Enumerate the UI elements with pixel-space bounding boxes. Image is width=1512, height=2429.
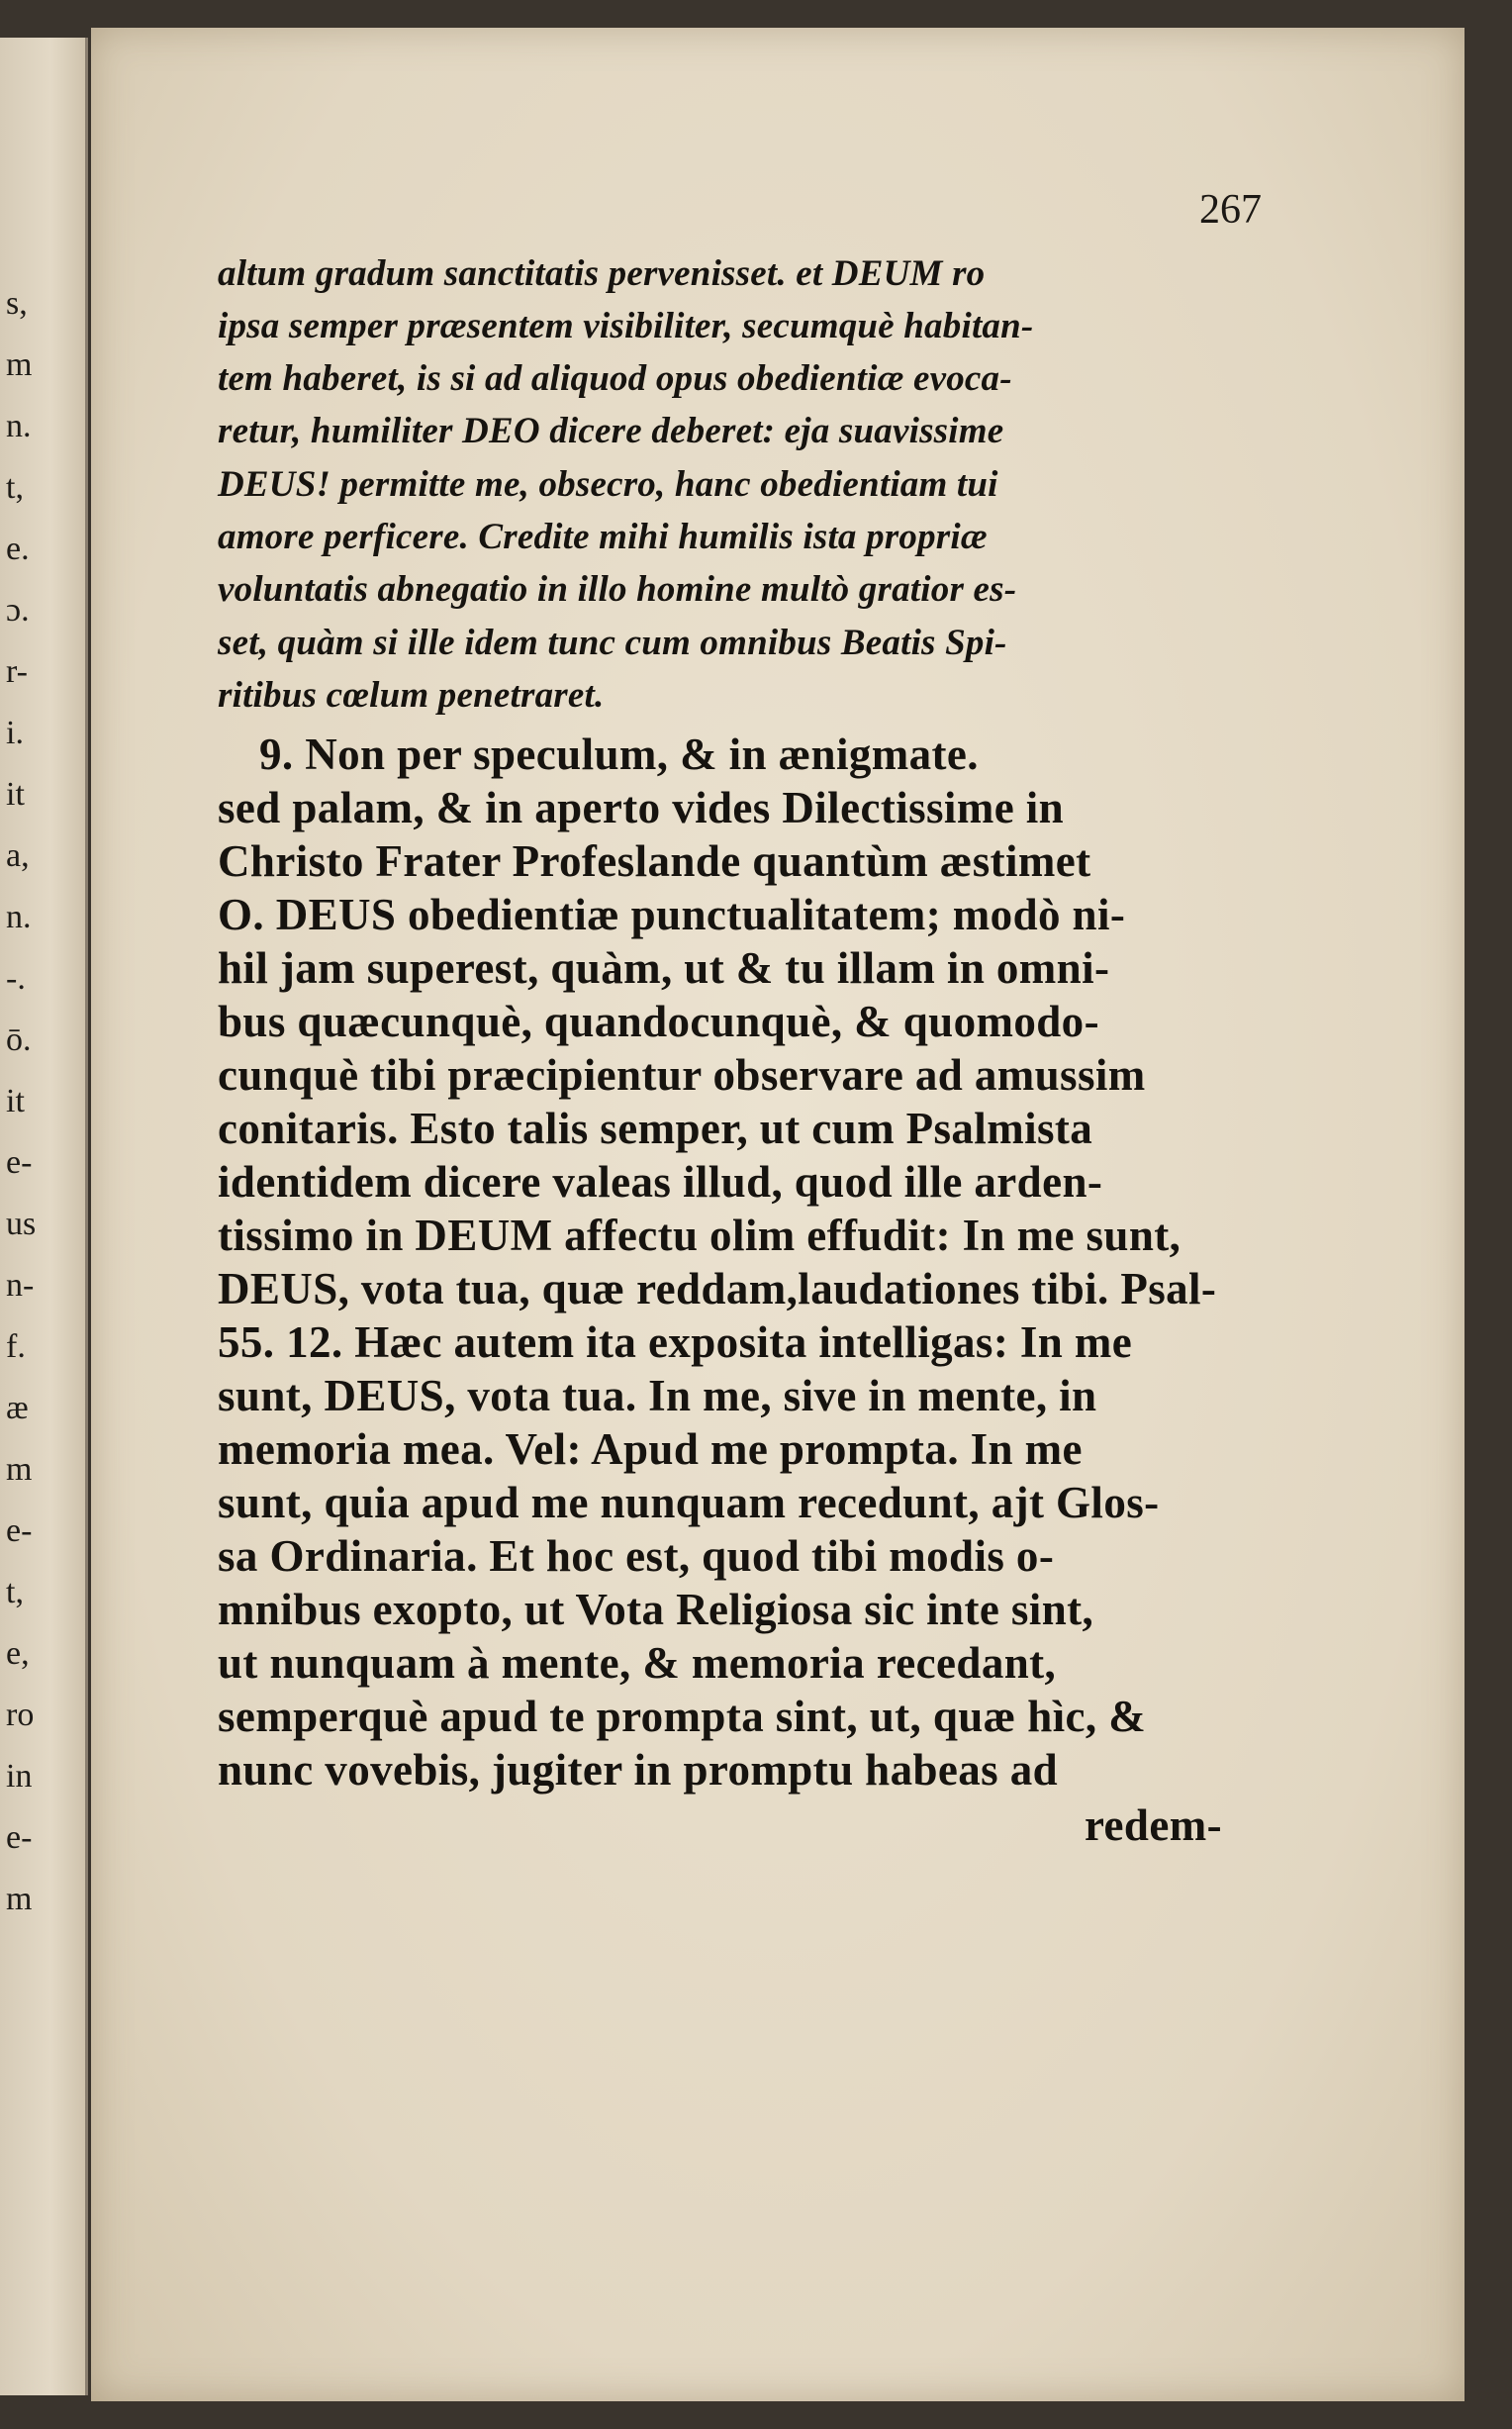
facing-page-fragment: t, [6, 469, 24, 506]
facing-page-fragment: it [6, 1083, 25, 1119]
text-line: sunt, quia apud me nunquam recedunt, ajt Glos- [218, 1478, 1160, 1527]
text-line: sunt, DEUS, vota tua. In me, sive in mente, in [218, 1371, 1097, 1420]
text-line: tissimo in DEUM affectu olim effudit: In me sunt, [218, 1211, 1181, 1260]
text-line: sed palam, & in aperto vides Dilectissime in [218, 783, 1065, 832]
text-line: nunc vovebis, jugiter in promptu habeas ad [218, 1745, 1059, 1795]
facing-page-fragment: s, [6, 285, 28, 322]
text-line: ut nunquam à mente, & memoria recedant, [218, 1638, 1057, 1688]
text-line: conitaris. Esto talis semper, ut cum Psalmista [218, 1104, 1093, 1153]
facing-page-edge [0, 38, 88, 2395]
text-line: tem haberet, is si ad aliquod opus obedientiæ evoca- [218, 358, 1012, 399]
facing-page-fragment: t, [6, 1574, 24, 1610]
facing-page-fragment: æ [6, 1390, 29, 1426]
facing-page-fragment: a, [6, 837, 30, 874]
text-line: voluntatis abnegatio in illo homine multò gratior es- [218, 569, 1017, 610]
text-line: altum gradum sanctitatis pervenisset. et DEUM ro [218, 253, 986, 294]
facing-page-fragment: m [6, 1881, 33, 1917]
facing-page-fragment: ‑. [6, 960, 26, 997]
facing-page-fragment: us [6, 1206, 37, 1242]
facing-page-fragment: m [6, 346, 33, 383]
text-line: identidem dicere valeas illud, quod ille arden- [218, 1157, 1103, 1207]
text-line: sa Ordinaria. Et hoc est, quod tibi modis o- [218, 1531, 1055, 1581]
facing-page-fragment: e- [6, 1819, 33, 1856]
facing-page-fragment: i. [6, 715, 24, 751]
facing-page-fragment: n- [6, 1267, 35, 1304]
facing-page-fragment: f. [6, 1328, 26, 1365]
facing-page-fragment: m [6, 1451, 33, 1488]
text-line: retur, humiliter DEO dicere deberet: eja suavissime [218, 411, 1004, 451]
text-line: Christo Frater Profeslande quantùm æstimet [218, 836, 1091, 886]
text-line: cunquè tibi præcipientur observare ad amussim [218, 1050, 1146, 1100]
facing-page-fragment: ro [6, 1697, 35, 1733]
facing-page-fragment: n. [6, 408, 32, 444]
facing-page-fragment: r- [6, 653, 28, 690]
text-line: amore perficere. Credite mihi humilis ista propriæ [218, 517, 988, 557]
catchword: redem- [1085, 1800, 1223, 1850]
text-line: hil jam superest, quàm, ut & tu illam in omni- [218, 943, 1110, 993]
facing-page-fragment: ɔ. [6, 592, 30, 629]
text-line: semperquè apud te prompta sint, ut, quæ hìc, & [218, 1692, 1147, 1741]
facing-page-fragment: e, [6, 1635, 30, 1672]
facing-page-fragment: ō. [6, 1021, 32, 1058]
facing-page-fragment: e- [6, 1512, 33, 1549]
book-page [91, 28, 1465, 2401]
facing-page-fragment: it [6, 776, 25, 813]
page-number: 267 [1199, 187, 1262, 233]
facing-page-fragment: e. [6, 531, 30, 567]
text-line: ritibus cœlum penetraret. [218, 675, 605, 716]
text-line: memoria mea. Vel: Apud me prompta. In me [218, 1424, 1083, 1474]
paragraph-start: 9. Non per speculum, & in ænigmate. [259, 729, 979, 779]
facing-page-fragment: n. [6, 899, 32, 935]
text-line: DEUS! permitte me, obsecro, hanc obedientiam tui [218, 464, 998, 505]
text-line: bus quæcunquè, quandocunquè, & quomodo- [218, 997, 1099, 1046]
facing-page-fragment: in [6, 1758, 33, 1795]
text-line: ipsa semper præsentem visibiliter, secumquè habitan- [218, 306, 1034, 346]
text-line: O. DEUS obedientiæ punctualitatem; modò ni- [218, 890, 1126, 939]
text-line: 55. 12. Hæc autem ita exposita intelligas: In me [218, 1317, 1133, 1367]
text-line: mnibus exopto, ut Vota Religiosa sic inte sint, [218, 1585, 1094, 1634]
text-line: set, quàm si ille idem tunc cum omnibus Beatis Spi- [218, 623, 1007, 663]
text-line: DEUS, vota tua, quæ reddam,laudationes tibi. Psal- [218, 1264, 1217, 1313]
facing-page-fragment: e- [6, 1144, 33, 1181]
